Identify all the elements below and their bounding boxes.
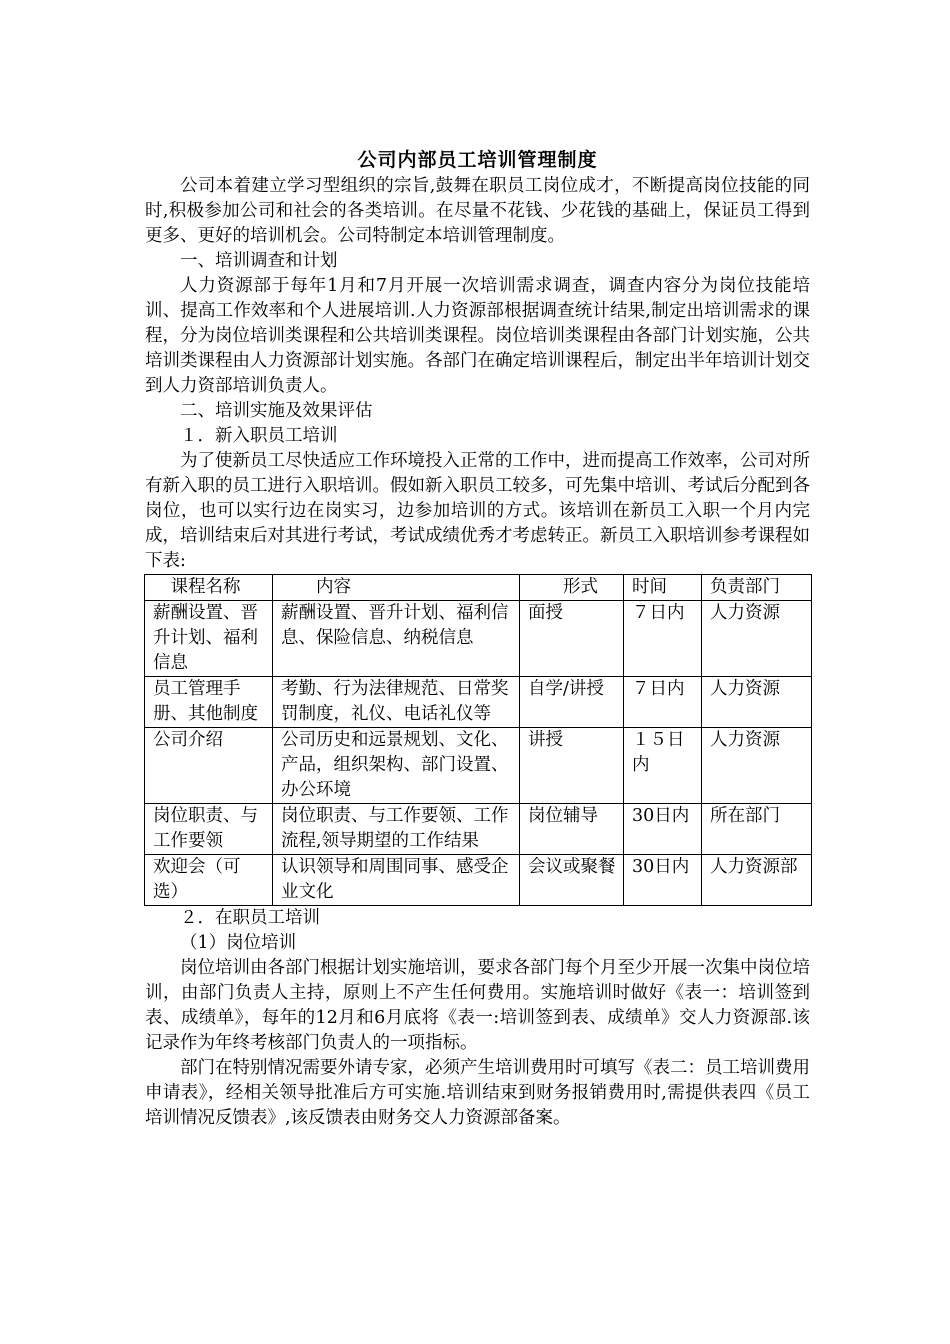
- cell-content: 薪酬设置、晋升计划、福利信息、保险信息、纳税信息: [273, 601, 520, 677]
- cell-department: 人力资源: [702, 728, 812, 804]
- table-row: [145, 804, 812, 855]
- header-time: 时间: [624, 575, 702, 601]
- table-row: [145, 728, 812, 804]
- cell-department: 人力资源: [702, 601, 812, 677]
- sub2-1-paragraph-1: 岗位培训由各部门根据计划实施培训，要求各部门每个月至少开展一次集中岗位培训，由部门负责人主持，原则上不产生任何费用。实施培训时做好《表一：培训签到表、成绩单》，每年的12月和6月底将《表一:培训签到表、成绩单》交人力资源部.该记录作为年终考核部门负责人的一项指标。: [145, 958, 810, 1053]
- sub1-heading: １．新入职员工培训: [180, 426, 338, 446]
- header-course-name: 课程名称: [145, 575, 273, 601]
- cell-department: 人力资源部: [702, 855, 812, 906]
- sub2-1-paragraph-2: 部门在特别情况需要外请专家，必须产生培训费用时可填写《表二：员工培训费用申请表》，经相关领导批准后方可实施.培训结束到财务报销费用时,需提供表四《员工培训情况反馈表》,该反馈表由财务交人力资源部备案。: [145, 1058, 810, 1128]
- cell-course-name: 薪酬设置、晋升计划、福利信息: [145, 601, 273, 677]
- cell-course-name: 公司介绍: [145, 728, 273, 804]
- cell-format: 面授: [520, 601, 624, 677]
- cell-time: ７日内: [624, 677, 702, 728]
- section2-heading: 二、培训实施及效果评估: [180, 401, 373, 421]
- document-title: 公司内部员工培训管理制度: [357, 149, 598, 171]
- table-row: [145, 601, 812, 677]
- cell-format: 讲授: [520, 728, 624, 804]
- cell-content: 岗位职责、与工作要领、工作流程,领导期望的工作结果: [273, 804, 520, 855]
- cell-time: 30日内: [624, 804, 702, 855]
- cell-format: 岗位辅导: [520, 804, 624, 855]
- cell-department: 所在部门: [702, 804, 812, 855]
- cell-format: 会议或聚餐: [520, 855, 624, 906]
- header-format: 形式: [520, 575, 624, 601]
- table-row: [145, 855, 812, 906]
- cell-format: 自学/讲授: [520, 677, 624, 728]
- table-header-row: [145, 575, 812, 601]
- cell-department: 人力资源: [702, 677, 812, 728]
- intro-paragraph: 公司本着建立学习型组织的宗旨,鼓舞在职员工岗位成才，不断提高岗位技能的同时,积极参加公司和社会的各类培训。在尽量不花钱、少花钱的基础上，保证员工得到更多、更好的培训机会。公司特制定本培训管理制度。: [145, 176, 810, 246]
- header-department: 负责部门: [702, 575, 812, 601]
- onboarding-course-table: [144, 574, 812, 906]
- cell-course-name: 岗位职责、与工作要领: [145, 804, 273, 855]
- cell-course-name: 欢迎会（可选）: [145, 855, 273, 906]
- sub1-paragraph: 为了使新员工尽快适应工作环境投入正常的工作中，进而提高工作效率，公司对所有新入职的员工进行入职培训。假如新入职员工较多，可先集中培训、考试后分配到各岗位，也可以实行边在岗实习，边参加培训的方式。该培训在新员工入职一个月内完成，培训结束后对其进行考试，考试成绩优秀才考虑转正。新员工入职培训参考课程如下表:: [145, 451, 810, 571]
- sub2-heading: ２．在职员工培训: [180, 908, 320, 928]
- cell-time: １５日内: [624, 728, 702, 804]
- document-body: [145, 146, 810, 1131]
- table-row: [145, 677, 812, 728]
- section1-heading: 一、培训调查和计划: [180, 251, 338, 271]
- header-content: 内容: [273, 575, 520, 601]
- cell-content: 认识领导和周围同事、感受企业文化: [273, 855, 520, 906]
- cell-content: 公司历史和远景规划、文化、产品，组织架构、部门设置、办公环境: [273, 728, 520, 804]
- cell-content: 考勤、行为法律规范、日常奖罚制度，礼仪、电话礼仪等: [273, 677, 520, 728]
- section1-paragraph: 人力资源部于每年1月和7月开展一次培训需求调查，调查内容分为岗位技能培训、提高工作效率和个人进展培训.人力资源部根据调查统计结果,制定出培训需求的课程，分为岗位培训类课程和公共培训类课程。岗位培训类课程由各部门计划实施，公共培训类课程由人力资源部计划实施。各部门在确定培训课程后，制定出半年培训计划交到人力资部培训负责人。: [145, 276, 810, 396]
- cell-course-name: 员工管理手册、其他制度: [145, 677, 273, 728]
- cell-time: ７日内: [624, 601, 702, 677]
- sub2-1-heading: （1）岗位培训: [180, 933, 297, 953]
- cell-time: 30日内: [624, 855, 702, 906]
